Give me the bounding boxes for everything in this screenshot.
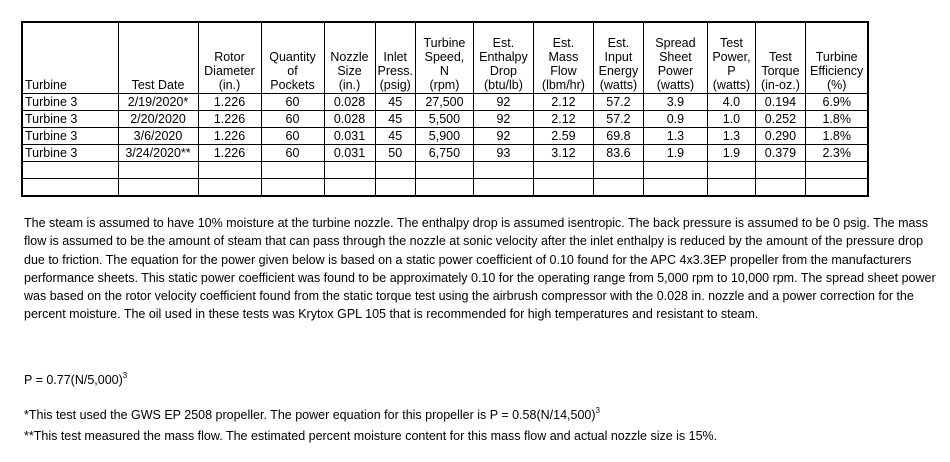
column-header-line: Inlet <box>383 50 408 64</box>
table-cell: 0.031 <box>324 128 375 145</box>
column-header-line: N <box>439 64 449 78</box>
table-cell: 27,500 <box>415 94 473 111</box>
table-cell: 60 <box>261 128 324 145</box>
table-cell: 45 <box>375 128 415 145</box>
table-cell <box>593 162 643 179</box>
table-cell: 1.3 <box>643 128 707 145</box>
table-cell: 5,500 <box>415 111 473 128</box>
table-cell: 3.9 <box>643 94 707 111</box>
column-header-line: Mass <box>548 50 579 64</box>
table-cell: 2/19/2020* <box>118 94 198 111</box>
table-cell: 93 <box>473 145 533 162</box>
power-equation-text: P = 0.77(N/5,000) <box>24 373 123 387</box>
table-cell: Turbine 3 <box>22 111 118 128</box>
column-header <box>805 22 868 94</box>
table-cell: 0.9 <box>643 111 707 128</box>
column-header <box>198 22 261 94</box>
table-cell: 92 <box>473 111 533 128</box>
column-header-line: Size <box>337 64 362 78</box>
table-cell: 1.226 <box>198 111 261 128</box>
column-header-line: (in.) <box>338 78 361 92</box>
table-cell <box>198 179 261 197</box>
table-cell <box>707 162 755 179</box>
column-header-line: Test <box>768 50 792 64</box>
table-cell: 92 <box>473 128 533 145</box>
column-header <box>533 22 593 94</box>
column-header-line: (in.) <box>218 78 241 92</box>
table-cell: Turbine 3 <box>22 145 118 162</box>
footnote-mass-flow: **This test measured the mass flow. The estimated percent moisture content for this mass flow and actual nozzle size is 15%. <box>24 429 718 443</box>
column-header <box>118 22 198 94</box>
table-cell: 60 <box>261 94 324 111</box>
column-header-line: Est. <box>552 36 575 50</box>
table-cell: 1.226 <box>198 94 261 111</box>
table-cell <box>261 162 324 179</box>
column-header-line: Nozzle <box>330 50 369 64</box>
table-cell: 45 <box>375 111 415 128</box>
table-cell: 0.290 <box>755 128 805 145</box>
footnote-propeller <box>24 408 600 422</box>
column-header-line: (in-oz.) <box>760 78 800 92</box>
column-header <box>22 22 118 94</box>
table-cell <box>198 162 261 179</box>
column-header-line: (watts) <box>599 78 638 92</box>
table-cell: 1.8% <box>805 111 868 128</box>
column-header-line: Enthalpy <box>479 50 528 64</box>
table-cell: 6,750 <box>415 145 473 162</box>
table-cell: 6.9% <box>805 94 868 111</box>
column-header-line: Spread <box>655 36 696 50</box>
table-cell: Turbine 3 <box>22 128 118 145</box>
column-header-line: Pockets <box>270 78 315 92</box>
table-cell: 1.9 <box>643 145 707 162</box>
column-header-line: Diameter <box>204 64 255 78</box>
table-cell: 3/24/2020** <box>118 145 198 162</box>
table-cell: 1.226 <box>198 128 261 145</box>
table-cell <box>415 162 473 179</box>
table-cell <box>755 162 805 179</box>
column-header <box>473 22 533 94</box>
column-header <box>375 22 415 94</box>
table-cell <box>118 162 198 179</box>
table-body <box>22 94 868 197</box>
table-row <box>22 179 868 197</box>
column-header-line: Efficiency <box>810 64 864 78</box>
table-cell <box>22 179 118 197</box>
table-cell <box>473 162 533 179</box>
column-header <box>261 22 324 94</box>
column-header <box>593 22 643 94</box>
table-row <box>22 128 868 145</box>
table-cell: 2.59 <box>533 128 593 145</box>
column-header-line: of <box>287 64 298 78</box>
footnote-propeller-text: *This test used the GWS EP 2508 propeller. The power equation for this propeller is P = 0.58(N/14,500) <box>24 408 596 422</box>
column-header-line: Flow <box>550 64 577 78</box>
column-header-line: Turbine <box>25 78 67 92</box>
table-cell: 0.028 <box>324 111 375 128</box>
column-header-line: Energy <box>598 64 639 78</box>
column-header-line: Press. <box>377 64 413 78</box>
table-cell: 57.2 <box>593 111 643 128</box>
table-cell: 2/20/2020 <box>118 111 198 128</box>
column-header-line: Turbine <box>815 50 858 64</box>
table-cell: 1.8% <box>805 128 868 145</box>
table-cell: 4.0 <box>707 94 755 111</box>
table-row <box>22 94 868 111</box>
table-cell: 57.2 <box>593 94 643 111</box>
table-cell: 0.379 <box>755 145 805 162</box>
column-header-line: Turbine <box>423 36 466 50</box>
column-header-line: Test Date <box>131 78 185 92</box>
table-cell <box>533 162 593 179</box>
table-row <box>22 111 868 128</box>
table-cell <box>324 162 375 179</box>
column-header-line: Speed, <box>424 50 465 64</box>
column-header-line: Quantity <box>269 50 316 64</box>
table-cell: 60 <box>261 111 324 128</box>
table-cell <box>261 179 324 197</box>
table-cell: 3/6/2020 <box>118 128 198 145</box>
column-header-line: Power <box>657 64 694 78</box>
column-header <box>643 22 707 94</box>
table-row <box>22 162 868 179</box>
column-header-line: (psig) <box>379 78 411 92</box>
column-header-line: Sheet <box>659 50 692 64</box>
table-cell <box>375 179 415 197</box>
column-header <box>415 22 473 94</box>
table-cell <box>415 179 473 197</box>
table-cell <box>805 162 868 179</box>
table-cell: 60 <box>261 145 324 162</box>
table-cell <box>707 179 755 197</box>
table-cell <box>324 179 375 197</box>
table-cell: 3.12 <box>533 145 593 162</box>
turbine-test-table <box>21 21 869 197</box>
table-cell <box>375 162 415 179</box>
table-cell: 2.3% <box>805 145 868 162</box>
table-cell <box>805 179 868 197</box>
column-header-line: Rotor <box>214 50 245 64</box>
column-header <box>755 22 805 94</box>
table-cell: 1.3 <box>707 128 755 145</box>
column-header-line: P <box>727 64 736 78</box>
table-cell <box>593 179 643 197</box>
power-equation <box>24 373 127 387</box>
table-cell <box>118 179 198 197</box>
column-header-line: Power, <box>712 50 751 64</box>
column-header-line: (rpm) <box>429 78 460 92</box>
table-header-row <box>22 22 868 94</box>
table-cell: 0.194 <box>755 94 805 111</box>
power-equation-exponent: 3 <box>122 371 128 380</box>
notes-paragraph: The steam is assumed to have 10% moisture at the turbine nozzle. The enthalpy drop is assumed isentropic. The back pressure is assumed to be 0 psig. The mass flow is assumed to be the amount of steam that can pass through the nozzle at sonic velocity after the inlet enthalpy is reduced by the amount of the pressure drop due to friction. The equation for the power given below is based on a static power coefficient of 0.10 found for the APC 4x3.3EP propeller from the manufacturers performance sheets. This static power coefficient was found to be approximately 0.10 for the operating range from 5,000 rpm to 10,000 rpm. The spread sheet power was based on the rotor velocity coefficient found from the static torque test using the airbrush compressor with the 0.028 in. nozzle and a power correction for the percent moisture. The oil used in these tests was Krytox GPL 105 that is recommended for high temperatures and resistant to steam. <box>24 216 936 322</box>
table-cell: 0.031 <box>324 145 375 162</box>
table-cell: 45 <box>375 94 415 111</box>
column-header-line: (lbm/hr) <box>541 78 585 92</box>
column-header-line: (btu/lb) <box>483 78 523 92</box>
table-cell: 2.12 <box>533 94 593 111</box>
table-cell <box>643 179 707 197</box>
table-cell: 1.226 <box>198 145 261 162</box>
table-cell <box>643 162 707 179</box>
column-header <box>707 22 755 94</box>
footnote-propeller-exponent: 3 <box>595 406 600 415</box>
table-cell: Turbine 3 <box>22 94 118 111</box>
column-header-line: (watts) <box>712 78 751 92</box>
table-cell: 69.8 <box>593 128 643 145</box>
table-cell: 83.6 <box>593 145 643 162</box>
column-header-line: (watts) <box>656 78 695 92</box>
table-cell: 5,900 <box>415 128 473 145</box>
table-cell: 1.0 <box>707 111 755 128</box>
table-cell <box>533 179 593 197</box>
table-cell: 0.252 <box>755 111 805 128</box>
column-header <box>324 22 375 94</box>
table-cell: 2.12 <box>533 111 593 128</box>
table-cell: 50 <box>375 145 415 162</box>
table-cell <box>473 179 533 197</box>
column-header-line: Test <box>719 36 743 50</box>
table-row <box>22 145 868 162</box>
column-header-line: Torque <box>761 64 800 78</box>
table-cell: 1.9 <box>707 145 755 162</box>
table-cell: 92 <box>473 94 533 111</box>
column-header-line: (%) <box>826 78 847 92</box>
column-header-line: Drop <box>489 64 517 78</box>
column-header-line: Est. <box>492 36 515 50</box>
table-cell <box>755 179 805 197</box>
column-header-line: Est. <box>607 36 630 50</box>
table-cell <box>22 162 118 179</box>
column-header-line: Input <box>604 50 633 64</box>
table-cell: 0.028 <box>324 94 375 111</box>
